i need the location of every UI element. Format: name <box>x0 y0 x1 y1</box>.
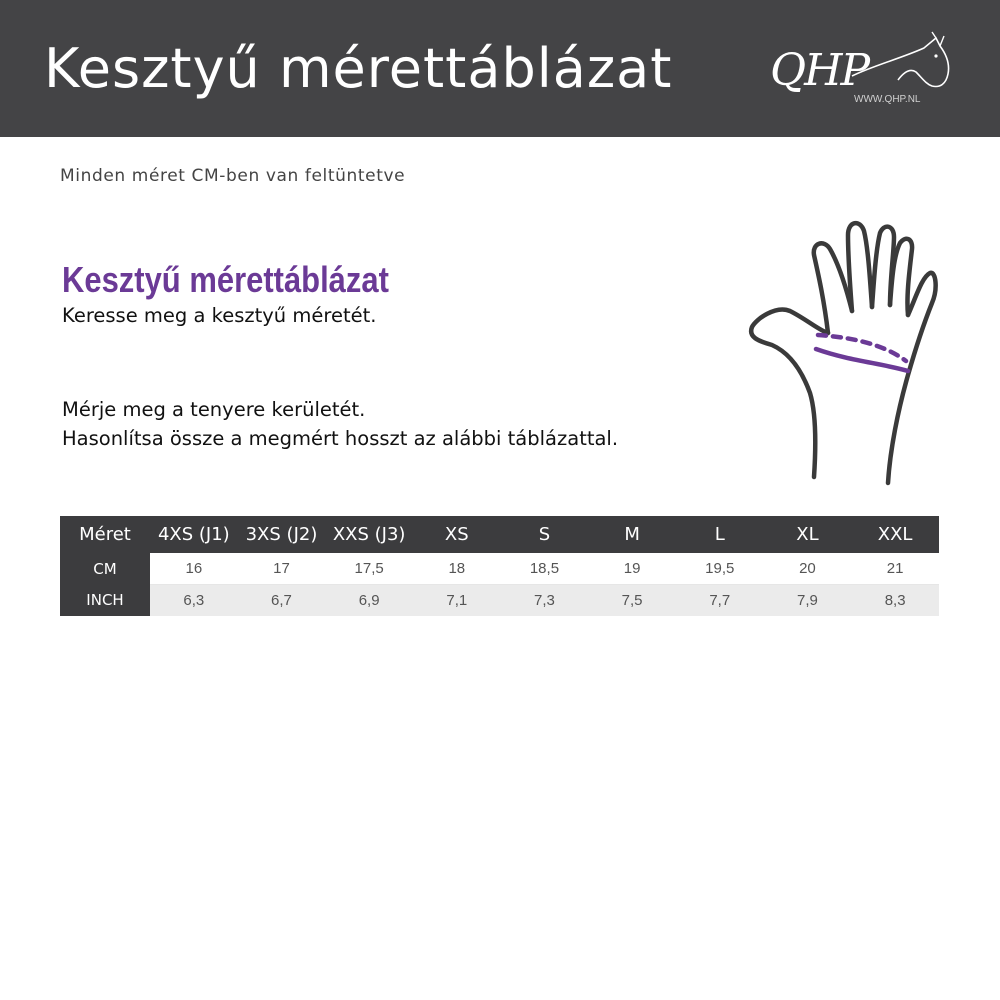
row-label: CM <box>60 553 150 585</box>
size-column-header: 4XS (J1) <box>150 516 238 553</box>
size-column-header: XXL <box>851 516 939 553</box>
header-bar <box>0 0 1000 137</box>
table-cell: 21 <box>851 553 939 585</box>
table-cell: 6,9 <box>325 585 413 617</box>
section-title: Kesztyű mérettáblázat <box>62 259 389 300</box>
size-label-header: Méret <box>60 516 150 553</box>
size-table <box>60 516 939 616</box>
page-title: Kesztyű mérettáblázat <box>44 37 673 100</box>
table-cell: 7,9 <box>764 585 852 617</box>
size-column-header: S <box>501 516 589 553</box>
size-column-header: 3XS (J2) <box>238 516 326 553</box>
table-cell: 8,3 <box>851 585 939 617</box>
table-cell: 17 <box>238 553 326 585</box>
table-cell: 18,5 <box>501 553 589 585</box>
table-cell: 7,1 <box>413 585 501 617</box>
section-subtitle: Keresse meg a kesztyű méretét. <box>62 304 377 327</box>
table-cell: 7,7 <box>676 585 764 617</box>
instruction-line: Mérje meg a tenyere kerületét. <box>62 398 366 421</box>
table-cell: 7,3 <box>501 585 589 617</box>
hand-measure-icon <box>740 215 945 490</box>
table-cell: 19 <box>588 553 676 585</box>
table-row-cm <box>60 553 939 585</box>
logo-url: WWW.QHP.NL <box>854 94 921 105</box>
table-cell: 19,5 <box>676 553 764 585</box>
table-cell: 7,5 <box>588 585 676 617</box>
table-cell: 20 <box>764 553 852 585</box>
logo-wordmark: QHP <box>770 45 869 96</box>
table-cell: 16 <box>150 553 238 585</box>
row-label: INCH <box>60 585 150 617</box>
size-column-header: XS <box>413 516 501 553</box>
units-note: Minden méret CM-ben van feltüntetve <box>60 166 406 186</box>
size-header-row <box>60 516 939 553</box>
table-cell: 18 <box>413 553 501 585</box>
table-row-inch <box>60 585 939 617</box>
instruction-line: Hasonlítsa össze a megmért hosszt az alábbi táblázattal. <box>62 427 619 450</box>
table-cell: 6,7 <box>238 585 326 617</box>
instructions <box>62 395 618 453</box>
size-column-header: XXS (J3) <box>325 516 413 553</box>
size-column-header: XL <box>764 516 852 553</box>
table-cell: 6,3 <box>150 585 238 617</box>
size-column-header: M <box>588 516 676 553</box>
brand-logo <box>762 28 957 113</box>
table-cell: 17,5 <box>325 553 413 585</box>
size-column-header: L <box>676 516 764 553</box>
